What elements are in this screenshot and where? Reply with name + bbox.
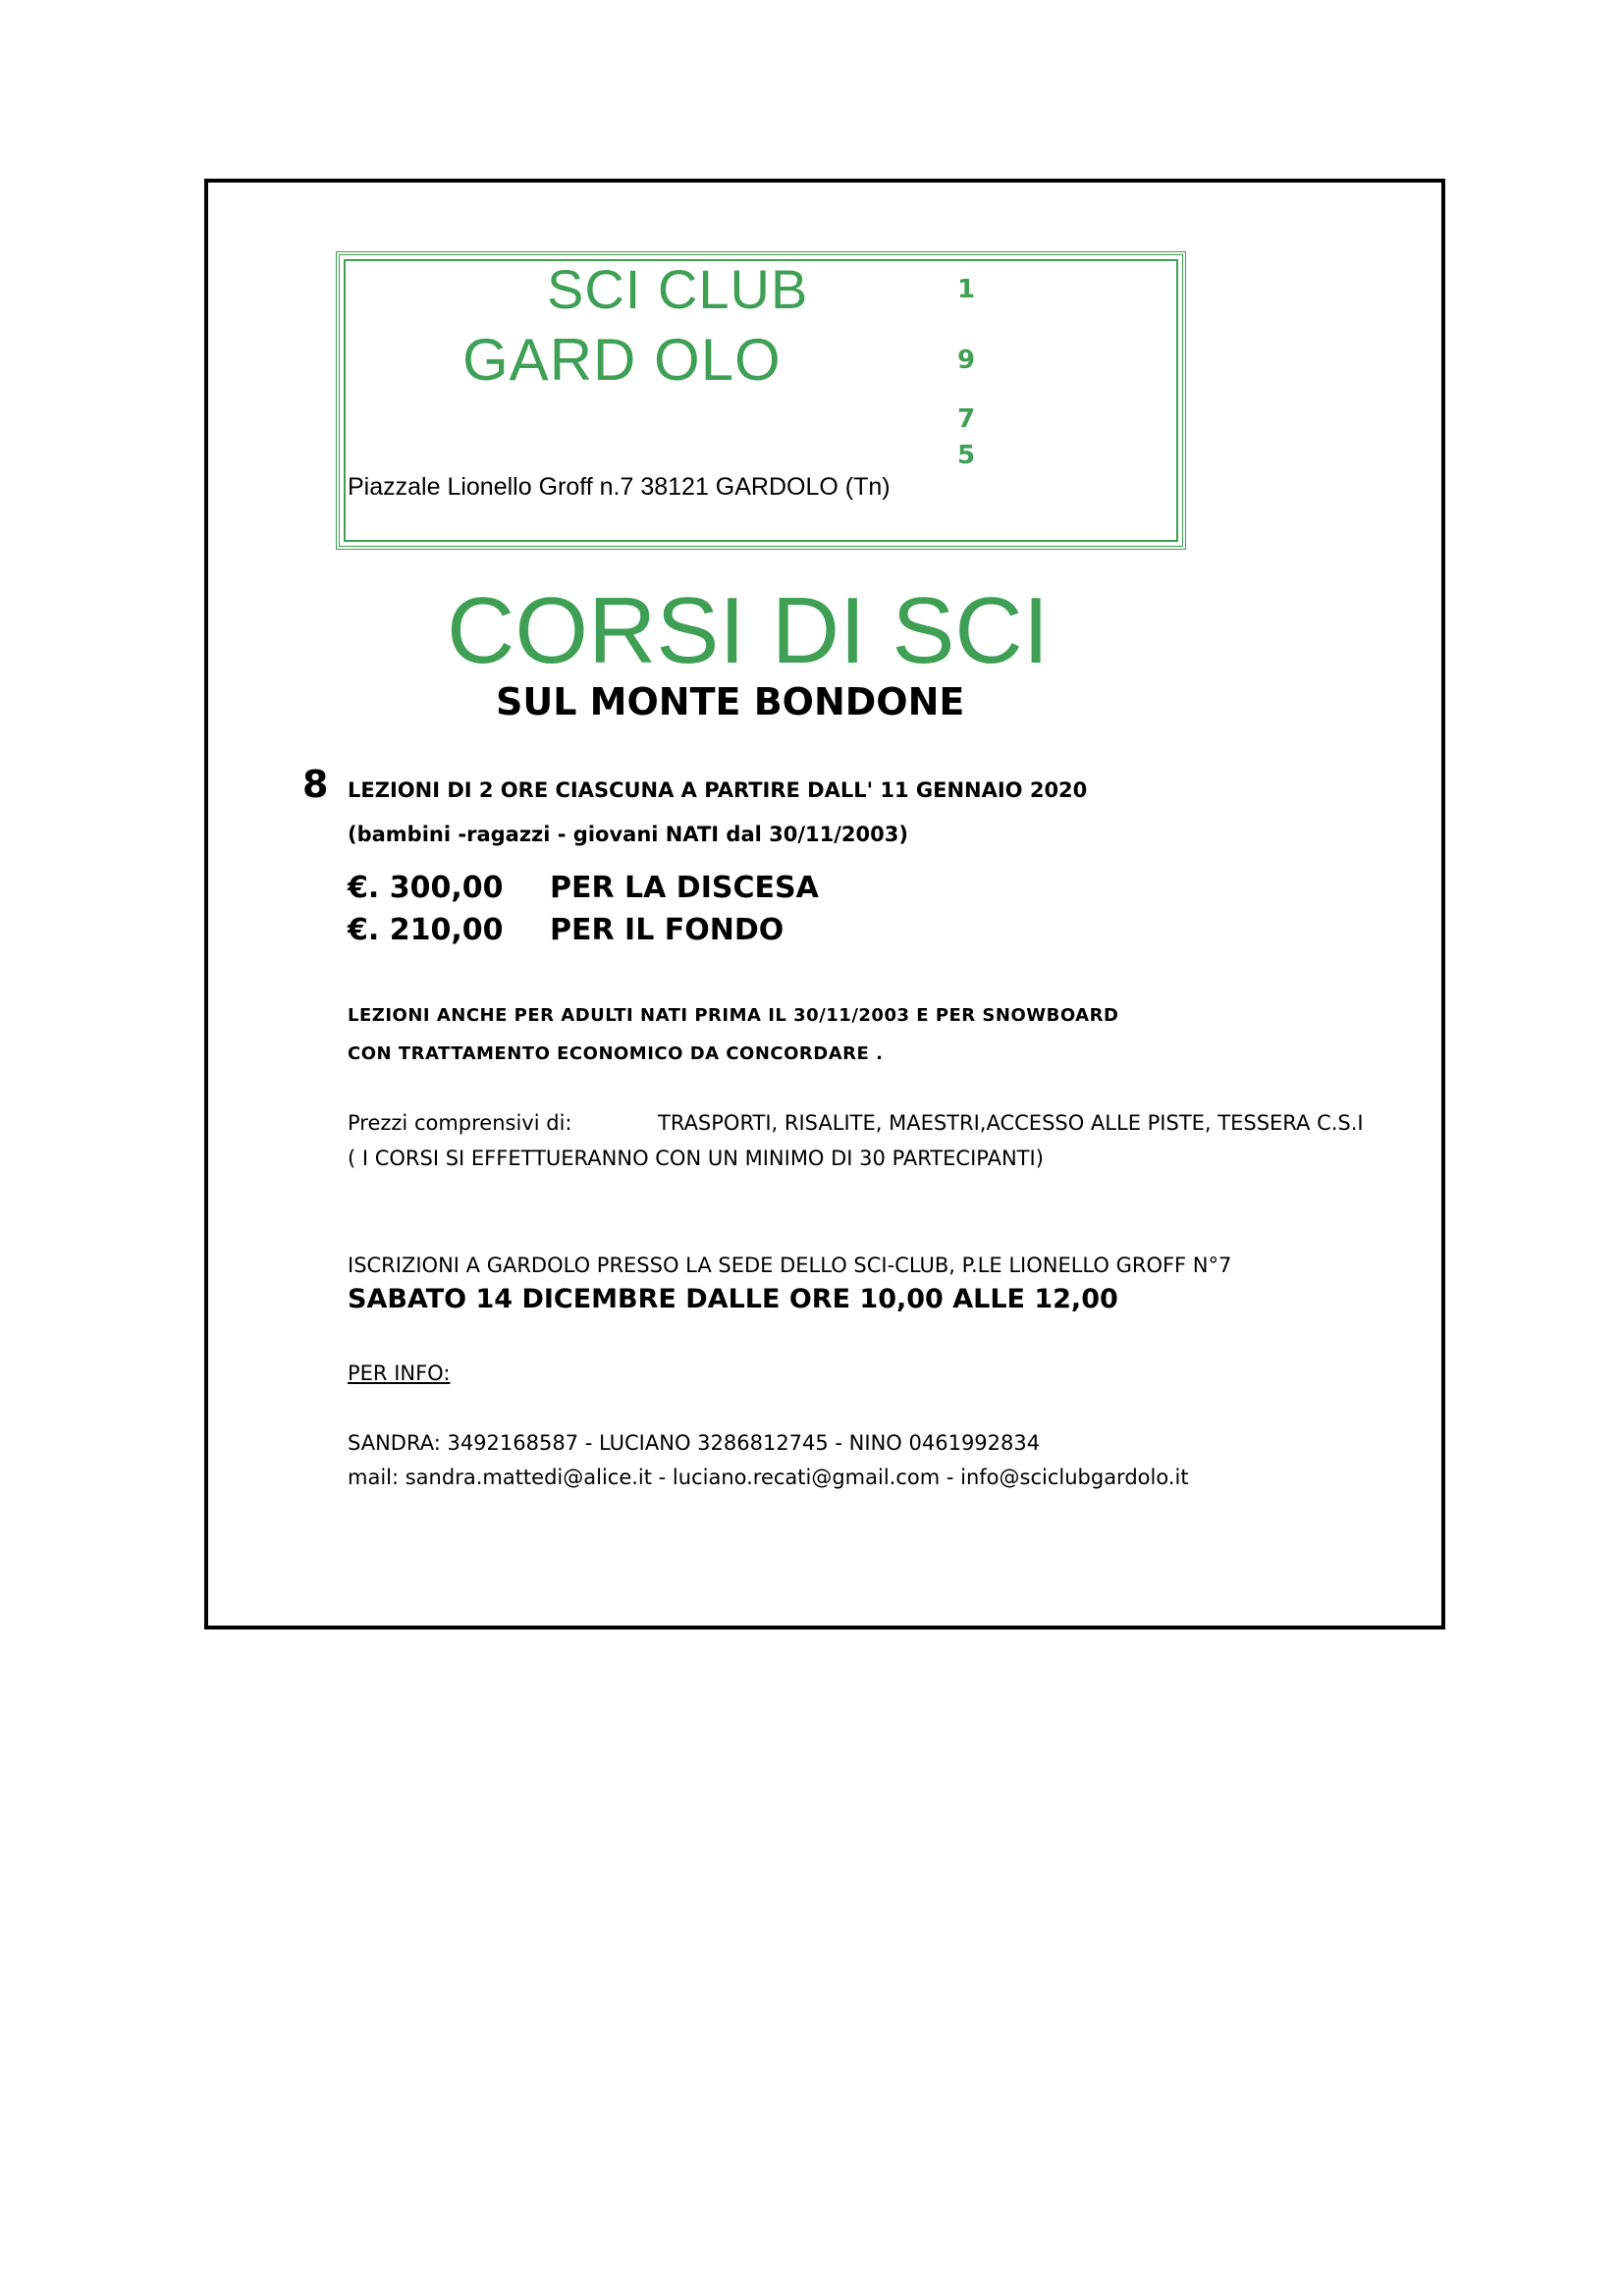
adults-notice-line1: LEZIONI ANCHE PER ADULTI NATI PRIMA IL 30/11/2003 E PER SNOWBOARD (348, 1005, 1119, 1026)
registration-date: SABATO 14 DICEMBRE DALLE ORE 10,00 ALLE 12,00 (348, 1284, 1118, 1314)
price-label-crosscountry: PER IL FONDO (550, 913, 784, 947)
minimum-participants-note: ( I CORSI SI EFFETTUERANNO CON UN MINIMO DI 30 PARTECIPANTI) (348, 1147, 1044, 1170)
price-label-downhill: PER LA DISCESA (550, 871, 819, 905)
registration-place: ISCRIZIONI A GARDOLO PRESSO LA SEDE DELLO SCI-CLUB, P.LE LIONELLO GROFF N°7 (348, 1254, 1232, 1277)
founding-year-digit-2: 9 (957, 346, 976, 375)
info-label: PER INFO: (348, 1362, 451, 1385)
founding-year-digit-3: 7 (957, 404, 976, 434)
price-amount-crosscountry: €. 210,00 (348, 913, 504, 947)
includes-label: Prezzi comprensivi di: (348, 1111, 572, 1135)
adults-notice-line2: CON TRATTAMENTO ECONOMICO DA CONCORDARE . (348, 1043, 884, 1064)
lesson-count: 8 (302, 763, 329, 806)
club-name-line1: SCI CLUB (547, 258, 809, 320)
club-name-line2: GARD OLO (462, 327, 782, 393)
includes-items: TRASPORTI, RISALITE, MAESTRI,ACCESSO ALLE PISTE, TESSERA C.S.I (658, 1111, 1364, 1135)
founding-year-digit-1: 1 (957, 275, 976, 304)
page-title: CORSI DI SCI (447, 578, 1050, 683)
club-address: Piazzale Lionello Groff n.7 38121 GARDOLO (Tn) (348, 473, 891, 501)
contact-emails: mail: sandra.mattedi@alice.it - luciano.recati@gmail.com - info@sciclubgardolo.it (348, 1466, 1189, 1489)
lesson-description: LEZIONI DI 2 ORE CIASCUNA A PARTIRE DALL' 11 GENNAIO 2020 (348, 778, 1088, 802)
contact-phones: SANDRA: 3492168587 - LUCIANO 3286812745 - NINO 0461992834 (348, 1431, 1041, 1455)
price-amount-downhill: €. 300,00 (348, 871, 504, 905)
page-subtitle: SUL MONTE BONDONE (496, 680, 965, 723)
founding-year-digit-4: 5 (957, 441, 976, 470)
lesson-eligibility: (bambini -ragazzi - giovani NATI dal 30/11/2003) (348, 823, 908, 846)
